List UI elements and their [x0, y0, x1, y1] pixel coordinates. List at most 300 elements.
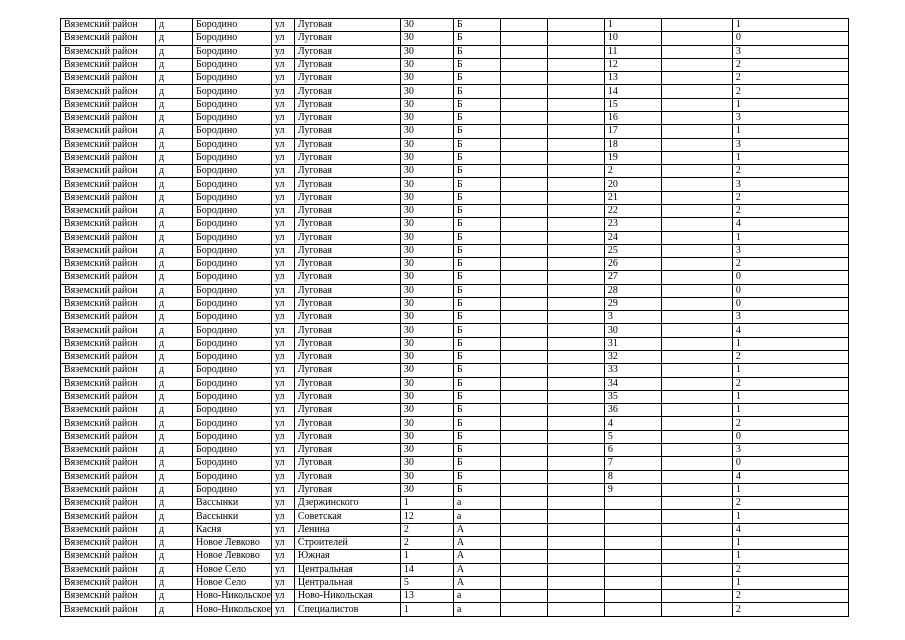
cell-block	[547, 45, 604, 58]
cell-street-type: ул	[271, 351, 294, 364]
cell-street: Луговая	[294, 417, 400, 430]
cell-block	[547, 536, 604, 549]
cell-building	[500, 590, 547, 603]
cell-settlement: Бородино	[193, 284, 272, 297]
cell-settlement: Бородино	[193, 85, 272, 98]
cell-district: Вяземский район	[61, 404, 156, 417]
cell-street-type: ул	[271, 550, 294, 563]
cell-street: Луговая	[294, 404, 400, 417]
cell-letter: Б	[453, 178, 500, 191]
cell-street: Луговая	[294, 271, 400, 284]
cell-street-type: ул	[271, 98, 294, 111]
cell-letter: Б	[453, 351, 500, 364]
cell-building	[500, 576, 547, 589]
cell-apartment: 6	[604, 444, 661, 457]
cell-settlement: Бородино	[193, 151, 272, 164]
cell-house: 30	[400, 125, 453, 138]
cell-letter: Б	[453, 204, 500, 217]
cell-room	[661, 550, 732, 563]
cell-settlement: Бородино	[193, 244, 272, 257]
cell-letter: Б	[453, 19, 500, 32]
cell-building	[500, 351, 547, 364]
cell-block	[547, 72, 604, 85]
cell-apartment: 23	[604, 218, 661, 231]
table-row	[61, 204, 849, 217]
cell-block	[547, 457, 604, 470]
cell-street-type: ул	[271, 19, 294, 32]
cell-count: 0	[732, 32, 848, 45]
cell-letter: А	[453, 550, 500, 563]
cell-house: 30	[400, 337, 453, 350]
cell-apartment: 19	[604, 151, 661, 164]
cell-house: 13	[400, 590, 453, 603]
cell-settlement-type: д	[156, 470, 193, 483]
cell-count: 2	[732, 497, 848, 510]
cell-count: 4	[732, 523, 848, 536]
cell-settlement-type: д	[156, 111, 193, 124]
cell-block	[547, 430, 604, 443]
table-row	[61, 550, 849, 563]
cell-apartment	[604, 536, 661, 549]
cell-street: Луговая	[294, 364, 400, 377]
cell-letter: Б	[453, 324, 500, 337]
cell-street-type: ул	[271, 483, 294, 496]
cell-street: Центральная	[294, 576, 400, 589]
cell-settlement: Бородино	[193, 258, 272, 271]
cell-block	[547, 603, 604, 616]
cell-room	[661, 404, 732, 417]
table-row	[61, 258, 849, 271]
cell-street: Луговая	[294, 377, 400, 390]
cell-count: 1	[732, 364, 848, 377]
cell-street: Луговая	[294, 178, 400, 191]
cell-settlement-type: д	[156, 98, 193, 111]
cell-settlement: Бородино	[193, 231, 272, 244]
cell-building	[500, 72, 547, 85]
cell-building	[500, 111, 547, 124]
table-row	[61, 151, 849, 164]
cell-building	[500, 603, 547, 616]
cell-house: 30	[400, 417, 453, 430]
cell-street: Луговая	[294, 151, 400, 164]
cell-apartment	[604, 603, 661, 616]
cell-block	[547, 85, 604, 98]
table-row	[61, 311, 849, 324]
cell-district: Вяземский район	[61, 165, 156, 178]
cell-room	[661, 284, 732, 297]
cell-letter: а	[453, 590, 500, 603]
cell-room	[661, 165, 732, 178]
cell-block	[547, 204, 604, 217]
cell-house: 14	[400, 563, 453, 576]
cell-house: 30	[400, 98, 453, 111]
cell-street: Луговая	[294, 58, 400, 71]
cell-settlement-type: д	[156, 404, 193, 417]
cell-house: 30	[400, 58, 453, 71]
cell-block	[547, 178, 604, 191]
cell-block	[547, 32, 604, 45]
cell-block	[547, 470, 604, 483]
cell-settlement: Бородино	[193, 377, 272, 390]
cell-settlement-type: д	[156, 19, 193, 32]
cell-block	[547, 550, 604, 563]
cell-district: Вяземский район	[61, 218, 156, 231]
cell-room	[661, 444, 732, 457]
cell-settlement-type: д	[156, 72, 193, 85]
cell-district: Вяземский район	[61, 444, 156, 457]
cell-apartment: 27	[604, 271, 661, 284]
cell-house: 30	[400, 85, 453, 98]
cell-settlement: Бородино	[193, 165, 272, 178]
cell-block	[547, 404, 604, 417]
table-row	[61, 536, 849, 549]
cell-block	[547, 271, 604, 284]
cell-settlement-type: д	[156, 417, 193, 430]
cell-house: 30	[400, 444, 453, 457]
cell-settlement: Бородино	[193, 297, 272, 310]
table-row	[61, 603, 849, 616]
cell-house: 30	[400, 231, 453, 244]
table-body	[61, 19, 849, 617]
cell-letter: Б	[453, 297, 500, 310]
cell-block	[547, 390, 604, 403]
cell-house: 2	[400, 523, 453, 536]
cell-room	[661, 32, 732, 45]
cell-apartment	[604, 576, 661, 589]
cell-settlement: Ново-Никольское	[193, 590, 272, 603]
cell-letter: Б	[453, 218, 500, 231]
cell-block	[547, 19, 604, 32]
cell-count: 4	[732, 470, 848, 483]
cell-street: Ново-Никольская	[294, 590, 400, 603]
cell-street: Луговая	[294, 125, 400, 138]
address-table	[60, 18, 849, 617]
cell-apartment: 24	[604, 231, 661, 244]
cell-room	[661, 590, 732, 603]
cell-house: 30	[400, 204, 453, 217]
cell-settlement: Касня	[193, 523, 272, 536]
cell-house: 30	[400, 430, 453, 443]
cell-apartment	[604, 550, 661, 563]
cell-house: 30	[400, 364, 453, 377]
cell-apartment: 1	[604, 19, 661, 32]
table-row	[61, 390, 849, 403]
cell-room	[661, 337, 732, 350]
cell-building	[500, 337, 547, 350]
cell-settlement-type: д	[156, 178, 193, 191]
cell-street: Луговая	[294, 32, 400, 45]
cell-street: Луговая	[294, 457, 400, 470]
cell-house: 30	[400, 32, 453, 45]
cell-apartment: 7	[604, 457, 661, 470]
cell-settlement-type: д	[156, 483, 193, 496]
cell-settlement: Бородино	[193, 204, 272, 217]
cell-room	[661, 45, 732, 58]
cell-room	[661, 271, 732, 284]
cell-room	[661, 151, 732, 164]
cell-settlement: Бородино	[193, 45, 272, 58]
cell-room	[661, 483, 732, 496]
cell-letter: А	[453, 576, 500, 589]
cell-count: 3	[732, 138, 848, 151]
cell-house: 30	[400, 191, 453, 204]
table-row	[61, 510, 849, 523]
cell-building	[500, 19, 547, 32]
cell-letter: А	[453, 536, 500, 549]
cell-street: Луговая	[294, 111, 400, 124]
cell-district: Вяземский район	[61, 72, 156, 85]
cell-count: 1	[732, 576, 848, 589]
cell-room	[661, 204, 732, 217]
cell-count: 2	[732, 603, 848, 616]
cell-street: Луговая	[294, 98, 400, 111]
cell-house: 1	[400, 497, 453, 510]
cell-room	[661, 390, 732, 403]
table-row	[61, 470, 849, 483]
cell-house: 30	[400, 19, 453, 32]
cell-district: Вяземский район	[61, 311, 156, 324]
table-row	[61, 404, 849, 417]
cell-district: Вяземский район	[61, 390, 156, 403]
cell-district: Вяземский район	[61, 523, 156, 536]
cell-count: 2	[732, 377, 848, 390]
cell-settlement: Бородино	[193, 19, 272, 32]
cell-district: Вяземский район	[61, 32, 156, 45]
cell-letter: Б	[453, 271, 500, 284]
cell-settlement: Ново-Никольское	[193, 603, 272, 616]
cell-settlement-type: д	[156, 258, 193, 271]
cell-building	[500, 536, 547, 549]
cell-room	[661, 417, 732, 430]
cell-apartment: 5	[604, 430, 661, 443]
cell-block	[547, 377, 604, 390]
cell-building	[500, 218, 547, 231]
cell-settlement-type: д	[156, 204, 193, 217]
cell-building	[500, 563, 547, 576]
cell-apartment: 26	[604, 258, 661, 271]
cell-count: 0	[732, 271, 848, 284]
cell-street: Дзержинского	[294, 497, 400, 510]
cell-block	[547, 576, 604, 589]
cell-count: 0	[732, 430, 848, 443]
cell-settlement-type: д	[156, 364, 193, 377]
cell-house: 30	[400, 258, 453, 271]
cell-settlement: Вассынки	[193, 497, 272, 510]
cell-district: Вяземский район	[61, 244, 156, 257]
table-row	[61, 523, 849, 536]
cell-room	[661, 85, 732, 98]
cell-room	[661, 430, 732, 443]
cell-room	[661, 324, 732, 337]
cell-street-type: ул	[271, 111, 294, 124]
cell-street-type: ул	[271, 58, 294, 71]
cell-district: Вяземский район	[61, 231, 156, 244]
cell-count: 1	[732, 19, 848, 32]
cell-settlement-type: д	[156, 377, 193, 390]
cell-settlement: Бородино	[193, 72, 272, 85]
cell-room	[661, 98, 732, 111]
cell-district: Вяземский район	[61, 550, 156, 563]
cell-count: 3	[732, 111, 848, 124]
table-row	[61, 19, 849, 32]
cell-house: 30	[400, 218, 453, 231]
cell-count: 2	[732, 258, 848, 271]
cell-letter: а	[453, 510, 500, 523]
cell-room	[661, 244, 732, 257]
cell-settlement-type: д	[156, 297, 193, 310]
table-row	[61, 590, 849, 603]
cell-room	[661, 178, 732, 191]
cell-letter: Б	[453, 244, 500, 257]
cell-street-type: ул	[271, 510, 294, 523]
cell-street: Советская	[294, 510, 400, 523]
cell-district: Вяземский район	[61, 204, 156, 217]
cell-room	[661, 72, 732, 85]
cell-room	[661, 125, 732, 138]
cell-house: 30	[400, 45, 453, 58]
cell-apartment: 35	[604, 390, 661, 403]
cell-room	[661, 58, 732, 71]
cell-house: 30	[400, 377, 453, 390]
cell-street-type: ул	[271, 523, 294, 536]
cell-count: 1	[732, 550, 848, 563]
cell-count: 0	[732, 284, 848, 297]
cell-letter: Б	[453, 377, 500, 390]
cell-letter: Б	[453, 111, 500, 124]
cell-block	[547, 98, 604, 111]
cell-building	[500, 523, 547, 536]
cell-house: 12	[400, 510, 453, 523]
cell-letter: Б	[453, 483, 500, 496]
cell-street-type: ул	[271, 404, 294, 417]
cell-building	[500, 377, 547, 390]
cell-building	[500, 390, 547, 403]
cell-street-type: ул	[271, 231, 294, 244]
cell-apartment: 2	[604, 165, 661, 178]
cell-building	[500, 311, 547, 324]
cell-apartment: 33	[604, 364, 661, 377]
cell-house: 30	[400, 111, 453, 124]
cell-street: Луговая	[294, 297, 400, 310]
cell-count: 1	[732, 483, 848, 496]
cell-apartment: 11	[604, 45, 661, 58]
cell-room	[661, 563, 732, 576]
cell-block	[547, 244, 604, 257]
cell-street-type: ул	[271, 204, 294, 217]
cell-settlement: Бородино	[193, 271, 272, 284]
cell-house: 30	[400, 390, 453, 403]
cell-settlement-type: д	[156, 337, 193, 350]
cell-district: Вяземский район	[61, 191, 156, 204]
cell-block	[547, 284, 604, 297]
table-row	[61, 58, 849, 71]
table-row	[61, 271, 849, 284]
cell-block	[547, 297, 604, 310]
cell-district: Вяземский район	[61, 125, 156, 138]
cell-building	[500, 483, 547, 496]
cell-building	[500, 297, 547, 310]
cell-block	[547, 364, 604, 377]
cell-street: Луговая	[294, 337, 400, 350]
cell-block	[547, 444, 604, 457]
cell-street: Луговая	[294, 390, 400, 403]
cell-house: 30	[400, 72, 453, 85]
cell-apartment: 13	[604, 72, 661, 85]
cell-apartment: 18	[604, 138, 661, 151]
cell-apartment: 14	[604, 85, 661, 98]
cell-block	[547, 311, 604, 324]
cell-apartment: 12	[604, 58, 661, 71]
cell-room	[661, 258, 732, 271]
cell-district: Вяземский район	[61, 324, 156, 337]
table-row	[61, 165, 849, 178]
cell-building	[500, 404, 547, 417]
cell-settlement: Бородино	[193, 324, 272, 337]
cell-house: 30	[400, 178, 453, 191]
cell-district: Вяземский район	[61, 430, 156, 443]
cell-settlement-type: д	[156, 430, 193, 443]
cell-street-type: ул	[271, 457, 294, 470]
cell-apartment: 30	[604, 324, 661, 337]
cell-block	[547, 510, 604, 523]
table-row	[61, 72, 849, 85]
cell-room	[661, 191, 732, 204]
cell-building	[500, 417, 547, 430]
cell-building	[500, 364, 547, 377]
cell-building	[500, 45, 547, 58]
cell-district: Вяземский район	[61, 297, 156, 310]
cell-house: 2	[400, 536, 453, 549]
table-row	[61, 218, 849, 231]
cell-settlement: Бородино	[193, 218, 272, 231]
cell-room	[661, 311, 732, 324]
cell-settlement: Новое Село	[193, 563, 272, 576]
cell-room	[661, 138, 732, 151]
cell-street-type: ул	[271, 244, 294, 257]
table-row	[61, 351, 849, 364]
cell-block	[547, 523, 604, 536]
cell-room	[661, 497, 732, 510]
cell-count: 1	[732, 536, 848, 549]
cell-count: 1	[732, 231, 848, 244]
cell-street-type: ул	[271, 178, 294, 191]
cell-settlement-type: д	[156, 218, 193, 231]
cell-settlement: Бородино	[193, 430, 272, 443]
cell-street: Луговая	[294, 430, 400, 443]
cell-apartment: 21	[604, 191, 661, 204]
cell-settlement: Бородино	[193, 444, 272, 457]
cell-street-type: ул	[271, 603, 294, 616]
cell-count: 4	[732, 218, 848, 231]
cell-settlement-type: д	[156, 590, 193, 603]
cell-street-type: ул	[271, 576, 294, 589]
cell-street: Луговая	[294, 284, 400, 297]
cell-apartment: 8	[604, 470, 661, 483]
cell-apartment: 10	[604, 32, 661, 45]
cell-letter: Б	[453, 364, 500, 377]
cell-settlement: Новое Левково	[193, 536, 272, 549]
cell-street: Луговая	[294, 311, 400, 324]
cell-count: 1	[732, 510, 848, 523]
cell-block	[547, 231, 604, 244]
cell-settlement-type: д	[156, 125, 193, 138]
cell-letter: Б	[453, 457, 500, 470]
cell-count: 1	[732, 404, 848, 417]
cell-street-type: ул	[271, 191, 294, 204]
cell-count: 2	[732, 417, 848, 430]
cell-street: Южная	[294, 550, 400, 563]
cell-settlement: Бородино	[193, 351, 272, 364]
